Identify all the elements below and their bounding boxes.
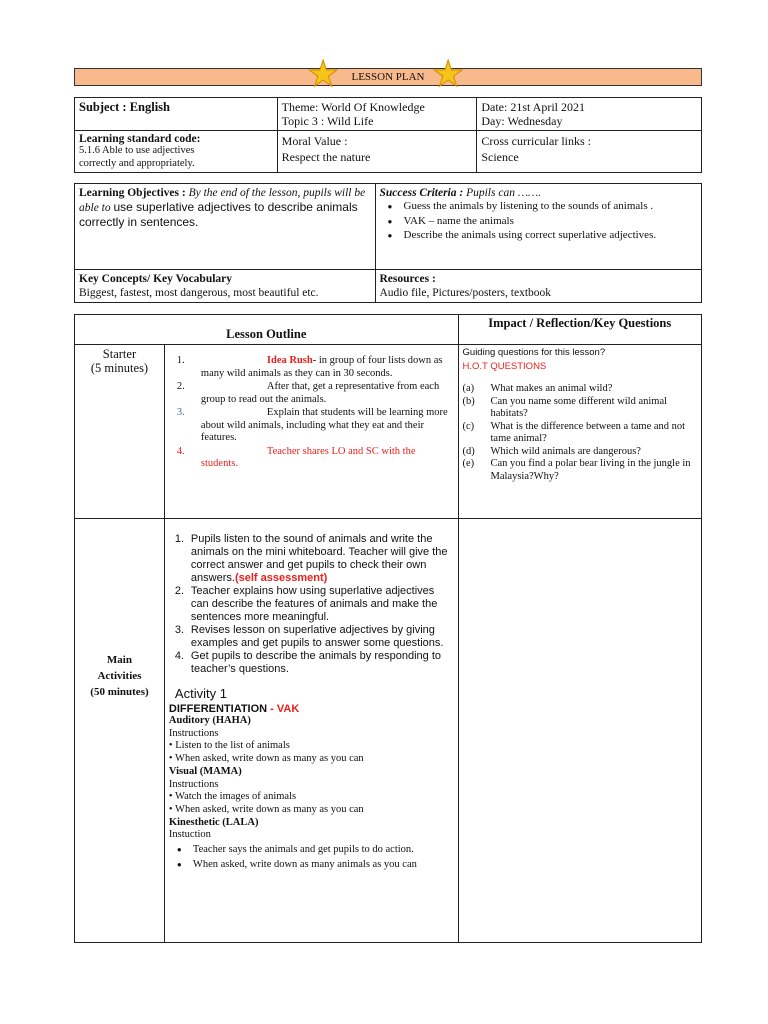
- auditory-label: Auditory (HAHA): [168, 715, 251, 726]
- visual-instructions: Instructions: [168, 778, 219, 790]
- starter-step-2: 2.: [176, 381, 185, 392]
- date: Date: 21st April 2021: [481, 100, 586, 114]
- learning-standard-cell: [75, 131, 278, 173]
- criteria-item: ● Describe the animals using correct superlative adjectives.: [380, 229, 698, 243]
- activity-title: Activity 1: [174, 686, 227, 701]
- main-reflection-cell: [458, 519, 701, 943]
- cross-curricular-label: Cross curricular links :: [481, 134, 591, 148]
- kinesthetic-item: ● When asked, write down as many animals as you can: [169, 858, 454, 871]
- main-activities-time: (50 minutes): [90, 685, 149, 698]
- hot-questions-label: H.O.T QUESTIONS: [462, 361, 547, 372]
- moral-value: Respect the nature: [281, 150, 371, 164]
- criteria-item: ● VAK – name the animals: [380, 215, 698, 229]
- theme-cell: [277, 98, 477, 131]
- main-step-3: 3. Revises lesson on superlative adjectives by giving examples and get pupils to answer some questions.: [174, 624, 444, 649]
- main-activities-label: Main Activities: [97, 653, 142, 682]
- auditory-item: • When asked, write down as many as you can: [168, 753, 364, 765]
- learning-standard-line1: 5.1.6 Able to use adjectives: [79, 145, 195, 156]
- learning-objectives-text: use superlative adjectives to describe animals correctly in sentences.: [79, 200, 358, 229]
- main-step-4: 4. Get pupils to describe the animals by responding to teacher’s questions.: [174, 650, 442, 675]
- learning-objectives-cell: [75, 184, 376, 270]
- auditory-item: • Listen to the list of animals: [168, 740, 290, 752]
- info-table: [74, 97, 702, 173]
- visual-label: Visual (MAMA): [168, 765, 242, 777]
- learning-objectives-label: Learning Objectives :: [79, 187, 186, 199]
- starter-content-cell: [164, 345, 458, 519]
- kinesthetic-label: Kinesthetic (LALA): [168, 816, 259, 828]
- success-criteria-cell: [375, 184, 702, 270]
- hot-questions-list: [463, 383, 697, 483]
- starter-label-cell: [75, 345, 165, 519]
- date-cell: [477, 98, 702, 131]
- self-assessment: (self assessment): [234, 572, 328, 584]
- moral-value-label: Moral Value :: [281, 134, 348, 148]
- kinesthetic-instructions: Instuction: [168, 829, 211, 841]
- key-concepts-label: Key Concepts/ Key Vocabulary: [79, 273, 233, 285]
- starter-step-3-text: Explain that students will be learning more about wild animals, including what they eat and their features.: [200, 407, 448, 443]
- lesson-plan-title: LESSON PLAN: [351, 71, 425, 83]
- resources-label: Resources :: [379, 273, 436, 285]
- auditory-instructions: Instructions: [168, 727, 219, 739]
- key-concepts-value: Biggest, fastest, most dangerous, most beautiful etc.: [79, 287, 319, 299]
- kinesthetic-item: ● Teacher says the animals and get pupils to do action.: [169, 843, 454, 856]
- success-criteria-label: Success Criteria :: [379, 187, 464, 199]
- lesson-outline-heading-cell: [75, 315, 459, 345]
- kinesthetic-list: [169, 843, 454, 871]
- question-item: (d) Which wild animals are dangerous?: [462, 445, 641, 457]
- starter-step-2-text: After that, get a representative from each group to read out the animals.: [200, 381, 440, 405]
- subject: Subject : English: [79, 100, 170, 114]
- idea-rush-text: - in group of four lists down as many wild animals as they can in 30 seconds.: [200, 355, 443, 379]
- criteria-item: ● Guess the animals by listening to the sounds of animals .: [380, 200, 698, 214]
- lesson-outline-table: [74, 314, 702, 943]
- question-item: (c) What is the difference between a tame and not tame animal?: [462, 420, 686, 444]
- theme: Theme: World Of Knowledge: [281, 100, 425, 114]
- main-step-1: 1. Pupils listen to the sound of animals and write the animals on the mini whiteboard. Teacher will give the correct answer and get pupils to check their own answers.(self assessment): [174, 533, 448, 584]
- moral-value-cell: [277, 131, 477, 173]
- main-activities-list: [169, 533, 454, 676]
- main-activities-label-cell: [75, 519, 165, 943]
- objectives-table: [74, 183, 702, 303]
- guiding-questions: Guiding questions for this lesson?: [462, 347, 606, 358]
- starter-step-1: 1.: [176, 355, 185, 366]
- learning-standard-label: Learning standard code:: [79, 133, 201, 145]
- main-step-2: 2. Teacher explains how using superlative adjectives can describe the features of animals and make the sentences more meaningful.: [174, 585, 438, 623]
- success-criteria-list: [380, 200, 698, 243]
- starter-step-4: 4.: [176, 445, 185, 457]
- starter-label: Starter: [102, 347, 137, 361]
- main-activities-content-cell: [164, 519, 458, 943]
- star-icon-right: ★: [432, 54, 465, 94]
- day: Day: Wednesday: [481, 114, 563, 128]
- differentiation: DIFFERENTIATION - VAK: [168, 703, 300, 715]
- key-concepts-cell: [75, 270, 376, 303]
- lesson-outline-heading: Lesson Outline: [226, 327, 307, 341]
- subject-cell: [75, 98, 278, 131]
- differentiation-details: [169, 715, 454, 871]
- success-criteria-lead: Pupils can …….: [466, 187, 542, 199]
- starter-time: (5 minutes): [90, 361, 149, 375]
- star-icon-left: ★: [307, 54, 340, 94]
- learning-objectives-lead: By the end of the lesson, pupils will be able to: [79, 187, 366, 214]
- question-item: (a) What makes an animal wild?: [462, 383, 613, 394]
- question-item: (b) Can you name some different wild animal habitats?: [462, 395, 668, 419]
- visual-item: • Watch the images of animals: [168, 791, 297, 803]
- key-questions-cell: [458, 345, 701, 519]
- topic: Topic 3 : Wild Life: [281, 114, 374, 128]
- cross-curricular-cell: [477, 131, 702, 173]
- resources-cell: [375, 270, 702, 303]
- starter-step-3: 3.: [176, 407, 185, 418]
- question-item: (e) Can you find a polar bear living in the jungle in Malaysia?Why?: [462, 458, 691, 482]
- idea-rush-title: Idea Rush: [266, 355, 313, 366]
- resources-value: Audio file, Pictures/posters, textbook: [379, 287, 552, 299]
- impact-heading-cell: [458, 315, 701, 345]
- starter-step-4-text: Teacher shares LO and SC with the students.: [200, 445, 416, 469]
- learning-standard-line2: correctly and appropriately.: [79, 157, 195, 169]
- visual-item: • When asked, write down as many as you can: [168, 803, 364, 815]
- impact-heading: Impact / Reflection/Key Questions: [488, 316, 672, 330]
- cross-curricular-value: Science: [481, 150, 519, 164]
